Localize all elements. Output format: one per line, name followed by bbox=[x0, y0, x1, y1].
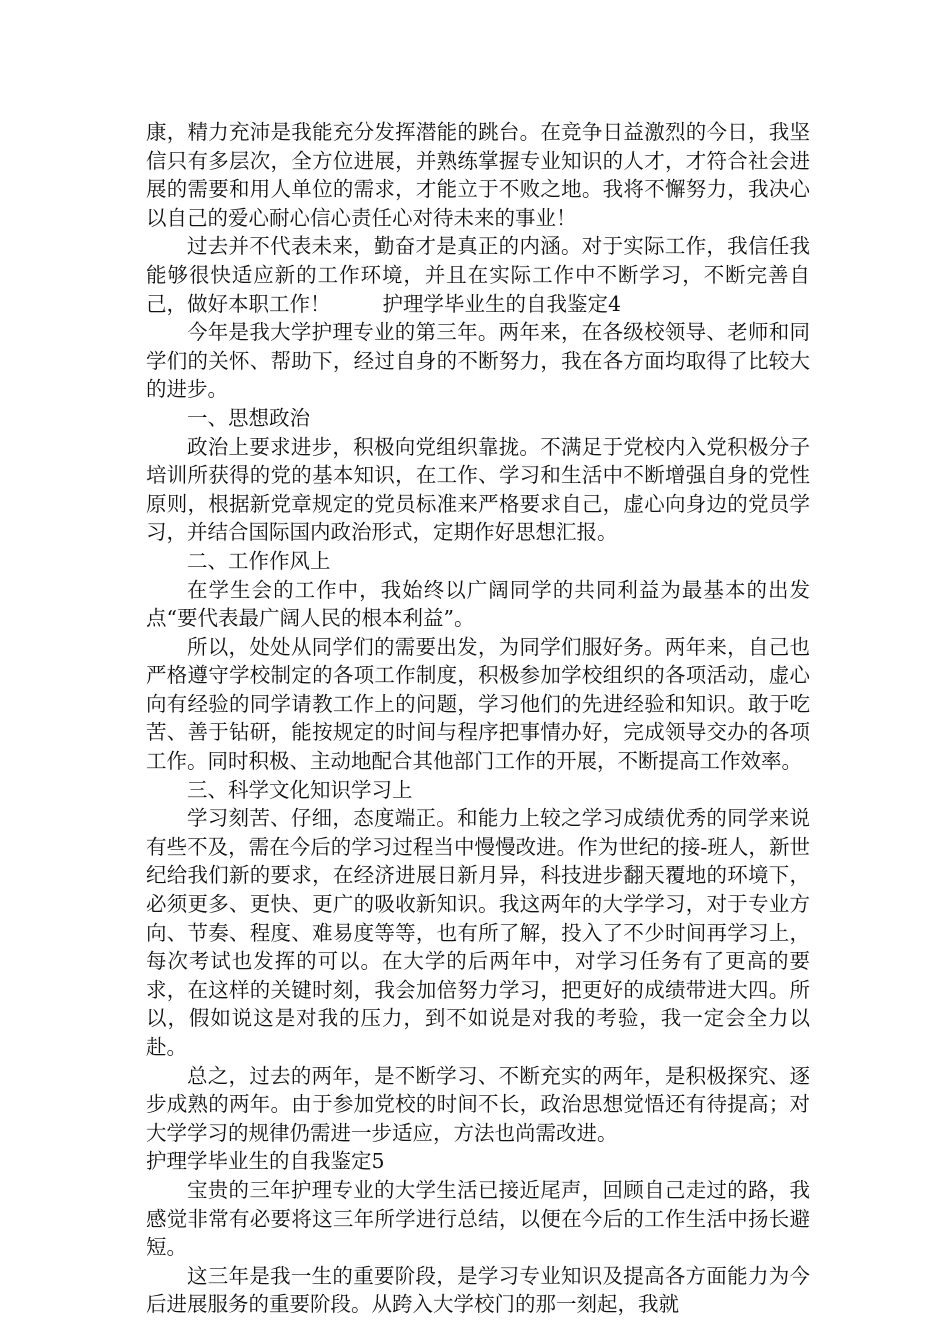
paragraph-7: 学习刻苦、仔细，态度端正。和能力上较之学习成绩优秀的同学来说有些不及，需在今后的学习过程当中慢慢改进。作为世纪的接-班人，新世纪给我们新的要求，在经济进展日新月异，科技进步翻天覆地的环境下，必须更多、更快、更广的吸收新知识。我这两年的大学学习，对于专业方向、节奏、程度、难易度等等，也有所了解，投入了不少时间再学习上，每次考试也发挥的可以。在大学的后两年中，对学习任务有了更高的要求，在这样的关键时刻，我会加倍努力学习，把更好的成绩带进大四。所以，假如说这是对我的压力，到不如说是对我的考验，我一定会全力以赴。 bbox=[146, 806, 810, 1059]
paragraph-8: 总之，过去的两年，是不断学习、不断充实的两年，是积极探究、逐步成熟的两年。由于参加党校的时间不长，政治思想觉悟还有待提高；对大学学习的规律仍需进一步适应，方法也尚需改进。 bbox=[146, 1063, 810, 1145]
paragraph-6: 所以，处处从同学们的需要出发，为同学们服好务。两年来，自己也严格遵守学校制定的各项工作制度，积极参加学校组织的各项活动，虚心向有经验的同学请教工作上的问题，学习他们的先进经验和知识。敢于吃苦、善于钻研，能按规定的时间与程序把事情办好，完成领导交办的各项工作。同时积极、主动地配合其他部门工作的开展，不断提高工作效率。 bbox=[146, 634, 810, 774]
heading-study: 三、科学文化知识学习上 bbox=[187, 777, 413, 802]
heading-work-style: 二、工作作风上 bbox=[187, 548, 331, 573]
section-title-5: 护理学毕业生的自我鉴定5 bbox=[146, 1149, 385, 1174]
paragraph-9: 宝贵的三年护理专业的大学生活已接近尾声，回顾自己走过的路，我感觉非常有必要将这三年所学进行总结，以便在今后的工作生活中扬长避短。 bbox=[146, 1177, 810, 1260]
paragraph-10: 这三年是我一生的重要阶段，是学习专业知识及提高各方面能力为今后进展服务的重要阶段。从跨入大学校门的那一刻起，我就 bbox=[146, 1263, 810, 1317]
paragraph-4: 政治上要求进步，积极向党组织靠拢。不满足于党校内入党积极分子培训所获得的党的基本知识，在工作、学习和生活中不断增强自身的党性原则，根据新党章规定的党员标准来严格要求自己，虚心向身边的党员学习，并结合国际国内政治形式，定期作好思想汇报。 bbox=[146, 434, 810, 545]
paragraph-5: 在学生会的工作中，我始终以广阔同学的共同利益为最基本的出发点“要代表最广阔人民的根本利益”。 bbox=[146, 577, 810, 631]
heading-politics: 一、思想政治 bbox=[187, 405, 310, 430]
section-title-4: 护理学毕业生的自我鉴定4 bbox=[382, 291, 622, 316]
paragraph-1: 康，精力充沛是我能充分发挥潜能的跳台。在竞争日益激烈的今日，我坚信只有多层次，全方位进展，并熟练掌握专业知识的人才，才符合社会进展的需要和用人单位的需求，才能立于不败之地。我将不懈努力，我决心以自己的爱心耐心信心责任心对待未来的事业！ bbox=[146, 120, 810, 230]
paragraph-2-text: 过去并不代表未来，勤奋才是真正的内涵。对于实际工作，我信任我能够很快适应新的工作环境，并且在实际工作中不断学习，不断完善自己，做好本职工作！ bbox=[146, 234, 810, 316]
document-page bbox=[146, 118, 810, 1319]
paragraph-2 bbox=[146, 232, 810, 318]
paragraph-3: 今年是我大学护理专业的第三年。两年来，在各级校领导、老师和同学们的关怀、帮助下，经过自身的不断努力，我在各方面均取得了比较大的进步。 bbox=[146, 320, 810, 402]
